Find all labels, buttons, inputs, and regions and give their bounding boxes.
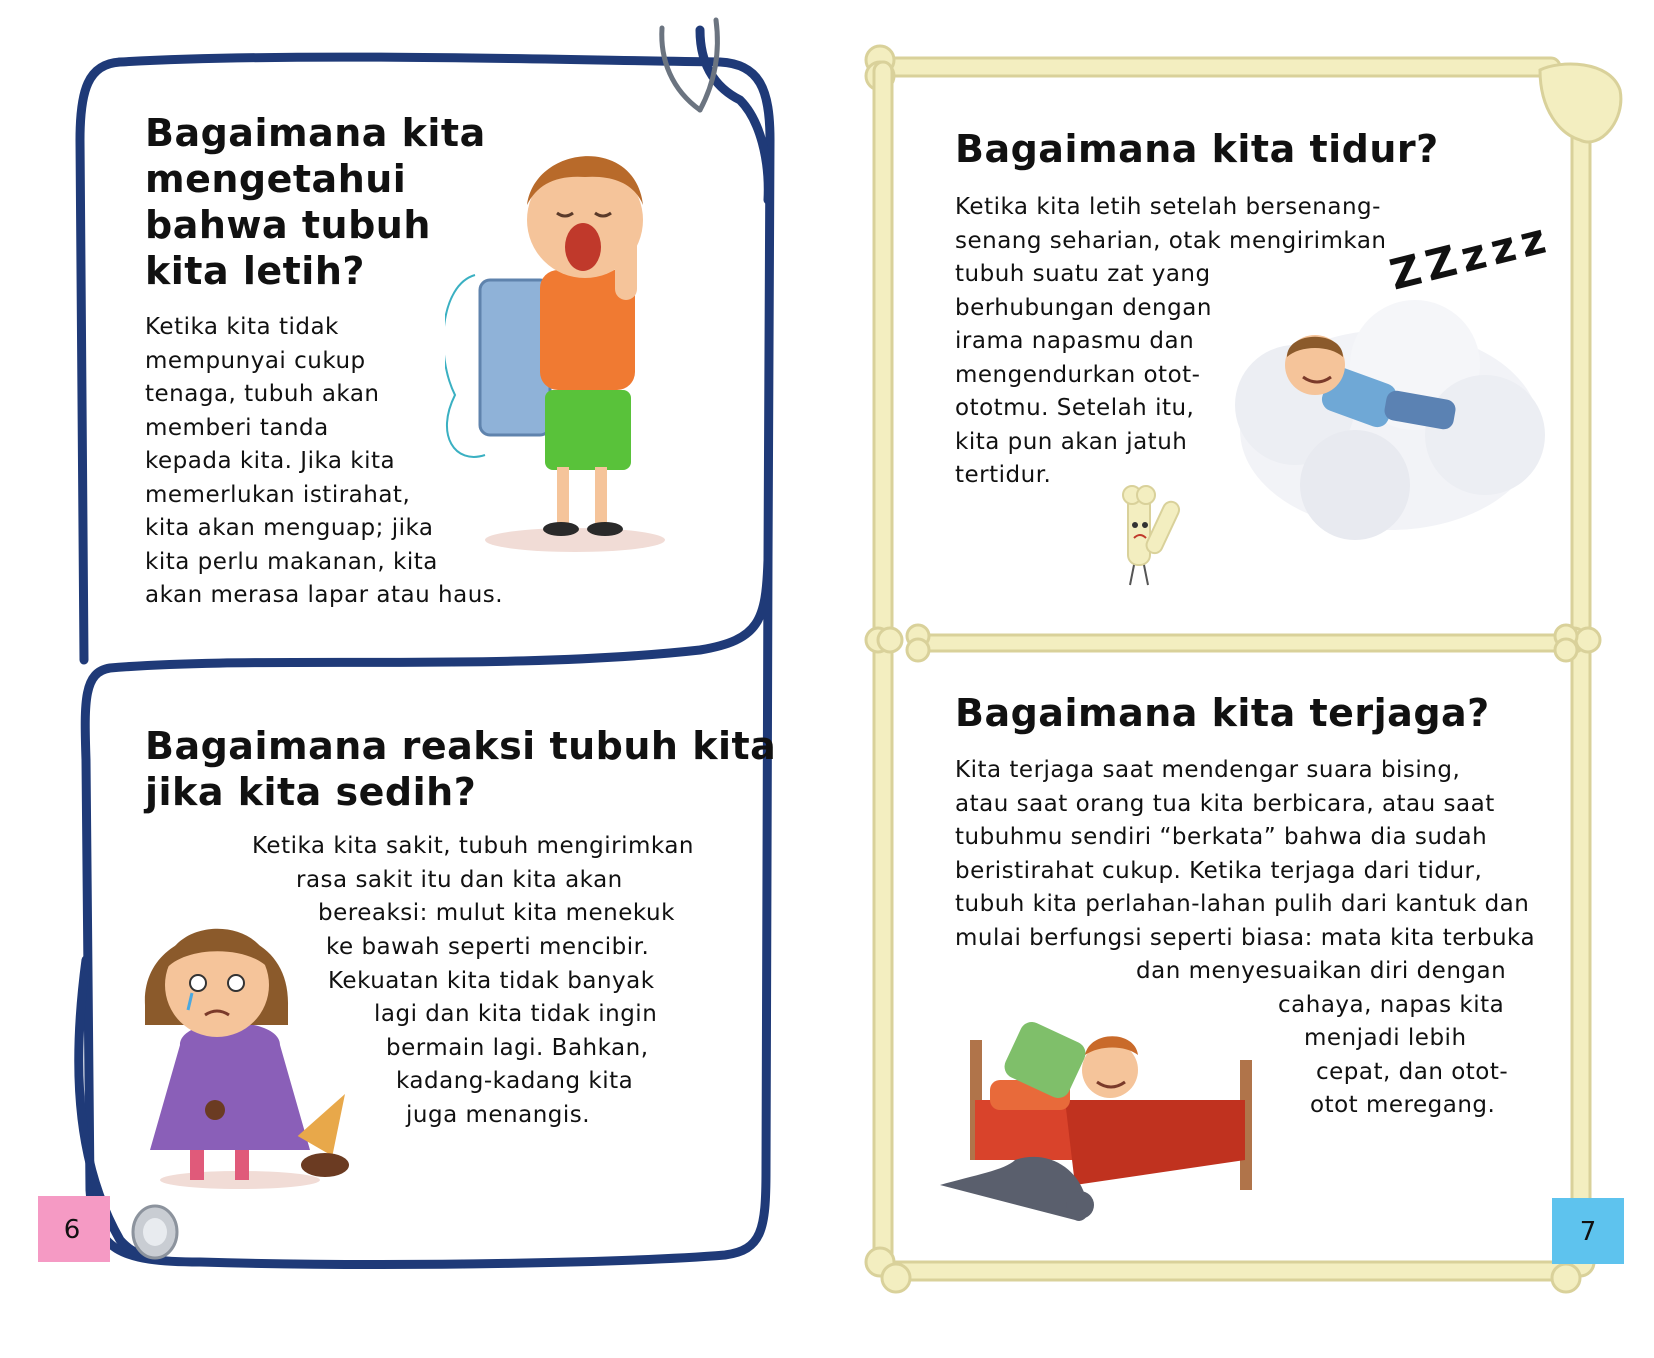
body-line: akan merasa lapar atau haus. bbox=[145, 582, 504, 608]
body-line: Kita terjaga saat mendengar suara bising, bbox=[955, 757, 1461, 783]
section-title-wake bbox=[955, 690, 1490, 736]
body-line: lagi dan kita tidak ingin bbox=[374, 1001, 658, 1027]
title-line: Bagaimana reaksi tubuh kita bbox=[145, 724, 777, 768]
body-line: ototmu. Setelah itu, bbox=[955, 395, 1195, 421]
body-line: cahaya, napas kita bbox=[1278, 992, 1505, 1018]
snore-text: ZZzzz bbox=[1385, 212, 1557, 300]
title-line: kita letih? bbox=[145, 249, 365, 293]
body-line: bermain lagi. Bahkan, bbox=[386, 1035, 649, 1061]
body-line: dan menyesuaikan diri dengan bbox=[1136, 958, 1507, 984]
body-line: Kekuatan kita tidak banyak bbox=[328, 968, 655, 994]
title-line: Bagaimana kita tidur? bbox=[955, 127, 1439, 171]
title-line: jika kita sedih? bbox=[145, 770, 477, 814]
section-title-sleep bbox=[955, 126, 1439, 172]
body-line: mempunyai cukup bbox=[145, 348, 366, 374]
body-line: tubuh kita perlahan-lahan pulih dari kantuk dan bbox=[955, 891, 1530, 917]
body-line: irama napasmu dan bbox=[955, 328, 1195, 354]
body-line: beristirahat cukup. Ketika terjaga dari tidur, bbox=[955, 858, 1483, 884]
stethoscope-chestpiece-icon bbox=[133, 1206, 177, 1258]
title-line: bahwa tubuh bbox=[145, 203, 431, 247]
body-line: menjadi lebih bbox=[1304, 1025, 1467, 1051]
body-line: bereaksi: mulut kita menekuk bbox=[318, 900, 675, 926]
page-number-7: 7 bbox=[1579, 1217, 1597, 1247]
title-line: Bagaimana kita bbox=[145, 111, 486, 155]
sleeping-boy-cloud-illustration bbox=[1225, 295, 1545, 555]
body-line: kita akan menguap; jika bbox=[145, 515, 434, 541]
title-line: mengetahui bbox=[145, 157, 407, 201]
title-line: Bagaimana kita terjaga? bbox=[955, 691, 1490, 735]
body-line: atau saat orang tua kita berbicara, atau saat bbox=[955, 791, 1495, 817]
body-line: memberi tanda bbox=[145, 415, 329, 441]
body-line: tubuh suatu zat yang bbox=[955, 261, 1211, 287]
body-line: kita perlu makanan, kita bbox=[145, 549, 438, 575]
body-line: senang seharian, otak mengirimkan bbox=[955, 228, 1387, 254]
body-line: ke bawah seperti mencibir. bbox=[326, 934, 650, 960]
section-title-sad bbox=[145, 723, 776, 815]
body-line: Ketika kita tidak bbox=[145, 314, 339, 340]
body-line: tertidur. bbox=[955, 462, 1052, 488]
section-title-tired bbox=[145, 110, 486, 294]
body-line: juga menangis. bbox=[406, 1102, 591, 1128]
sad-girl-illustration bbox=[140, 875, 390, 1195]
bone-character-illustration bbox=[1110, 480, 1200, 590]
yawning-boy-illustration bbox=[445, 125, 675, 555]
body-line: rasa sakit itu dan kita akan bbox=[296, 867, 623, 893]
body-line: mengendurkan otot- bbox=[955, 362, 1201, 388]
body-line: tenaga, tubuh akan bbox=[145, 381, 380, 407]
body-line: berhubungan dengan bbox=[955, 295, 1212, 321]
body-line: Ketika kita letih setelah bersenang- bbox=[955, 194, 1381, 220]
body-line: tubuhmu sendiri “berkata” bahwa dia sudah bbox=[955, 824, 1488, 850]
body-line: mulai berfungsi seperti biasa: mata kita terbuka bbox=[955, 925, 1536, 951]
body-line: otot meregang. bbox=[1310, 1092, 1496, 1118]
body-line: kepada kita. Jika kita bbox=[145, 448, 396, 474]
body-line: kita pun akan jatuh bbox=[955, 429, 1188, 455]
body-line: cepat, dan otot- bbox=[1316, 1059, 1509, 1085]
body-line: memerlukan istirahat, bbox=[145, 482, 411, 508]
body-line: kadang-kadang kita bbox=[396, 1068, 634, 1094]
page-number-6: 6 bbox=[63, 1215, 81, 1245]
body-line: Ketika kita sakit, tubuh mengirimkan bbox=[252, 833, 694, 859]
waking-boy-bed-illustration bbox=[935, 1010, 1275, 1260]
